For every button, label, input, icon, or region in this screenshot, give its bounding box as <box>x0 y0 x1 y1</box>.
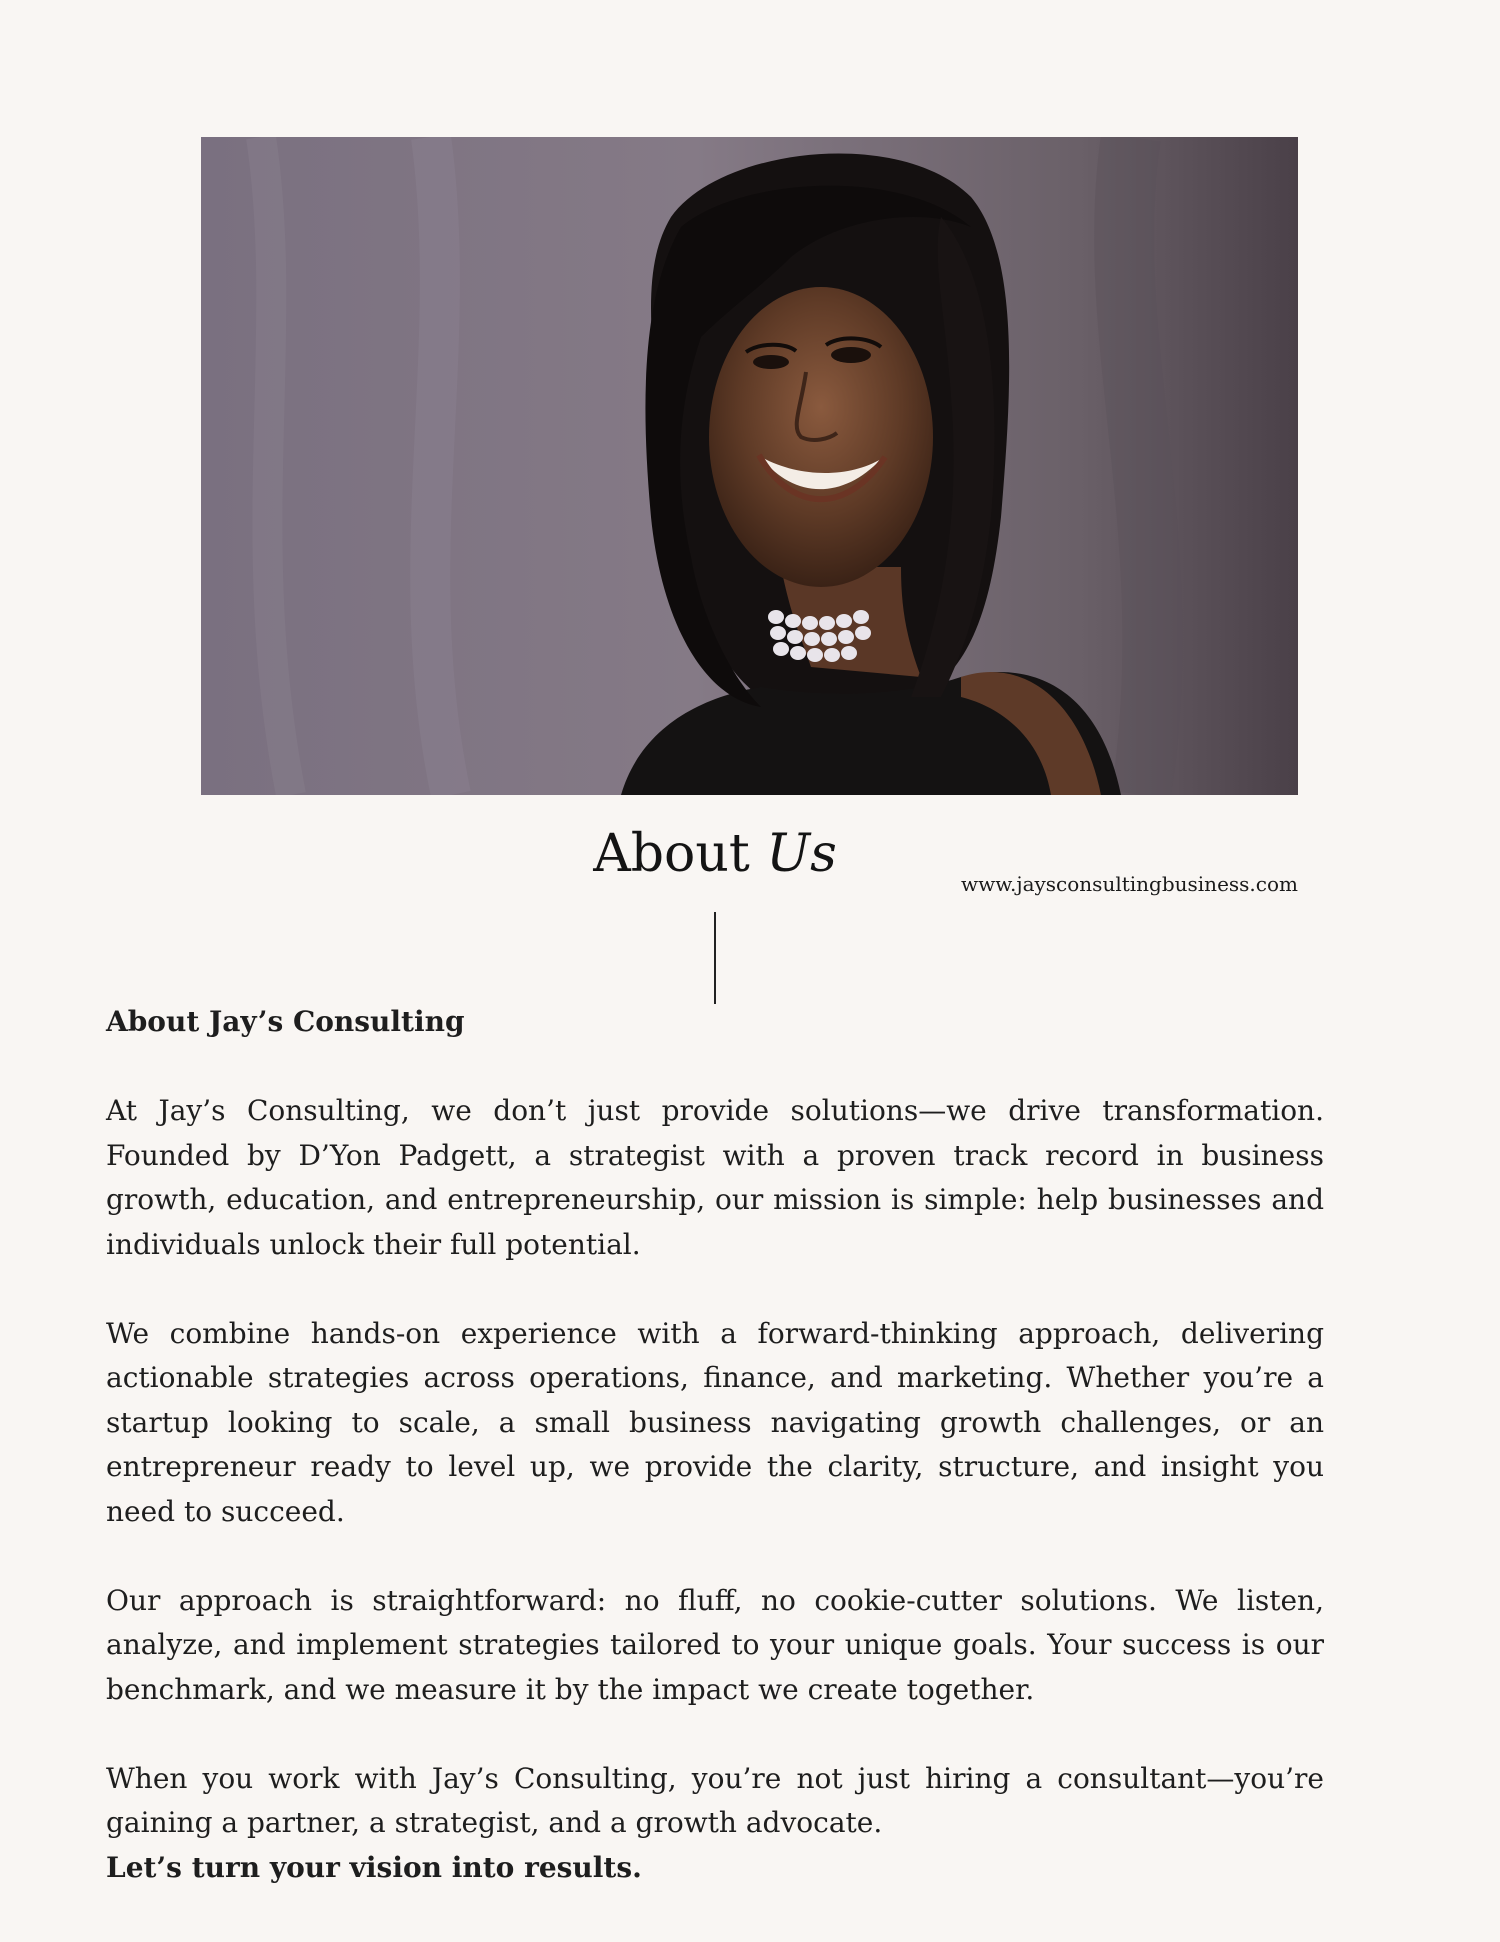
vertical-divider <box>714 912 716 1004</box>
paragraph-philosophy: Our approach is straightforward: no fluff, no cookie-cutter solutions. We listen, analyze, and implement strategies tailored to your unique goals. Your success is our benchmark, and we measure it by the impact we create together. <box>106 1583 1324 1706</box>
page-title-plain: About <box>593 824 750 884</box>
paragraph-intro: At Jay’s Consulting, we don’t just provide solutions—we drive transformation. Founded by D’Yon Padgett, a strategist with a proven track record in business growth, education, and entrepreneurship, our mission is simple: help businesses and individuals unlock their full potential. <box>106 1094 1324 1261</box>
closing-statement: Let’s turn your vision into results. <box>106 1850 642 1884</box>
section-heading: About Jay’s Consulting <box>106 1005 465 1038</box>
website-url[interactable]: www.jaysconsultingbusiness.com <box>961 872 1298 896</box>
page-title-italic: Us <box>766 824 837 884</box>
about-content <box>106 1000 1324 1890</box>
paragraph-approach: We combine hands-on experience with a forward-thinking approach, delivering actionable strategies across operations, finance, and marketing. Whether you’re a startup looking to scale, a small business navigating growth challenges, or an entrepreneur ready to level up, we provide the clarity, structure, and insight you need to succeed. <box>106 1316 1324 1528</box>
portrait-illustration <box>201 137 1298 795</box>
hero-photo <box>201 137 1298 795</box>
paragraph-partnership: When you work with Jay’s Consulting, you’re not just hiring a consultant—you’re gaining a partner, a strategist, and a growth advocate. <box>106 1761 1324 1839</box>
